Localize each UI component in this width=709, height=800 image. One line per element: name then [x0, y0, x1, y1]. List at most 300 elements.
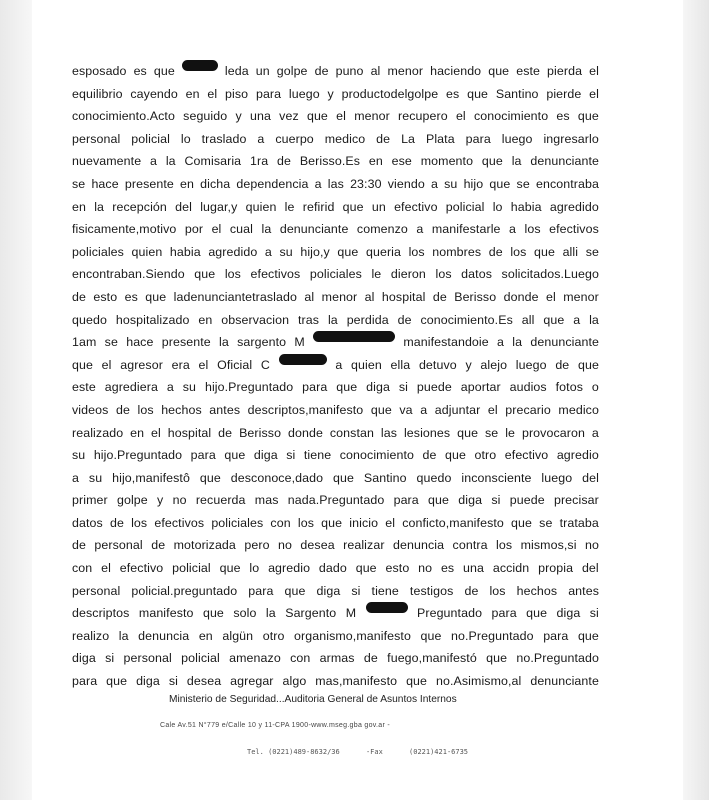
- word: no.Preguntado: [451, 628, 534, 643]
- word: de: [314, 64, 329, 78]
- word: manifesto: [138, 606, 194, 621]
- word: a: [509, 222, 517, 237]
- word: audios: [509, 380, 547, 395]
- word: C: [260, 357, 270, 372]
- word: el: [589, 86, 599, 101]
- word: es: [133, 64, 147, 78]
- text-line: [72, 376, 599, 399]
- word: pero: [244, 538, 270, 553]
- word: dependencia: [236, 176, 309, 191]
- word: cuerpo: [275, 131, 314, 146]
- word: y: [327, 86, 334, 101]
- word: por: [184, 222, 204, 237]
- word: para: [302, 380, 328, 395]
- word: Santino: [363, 470, 407, 485]
- word: encontraba: [535, 176, 599, 191]
- word: M: [294, 335, 305, 350]
- word: para: [465, 131, 491, 146]
- word: del: [581, 561, 599, 576]
- word: queria: [365, 244, 402, 259]
- word: all: [521, 312, 535, 327]
- word: de: [376, 131, 391, 146]
- word: Berisso: [239, 425, 282, 440]
- word: personal: [123, 651, 172, 666]
- word: tras: [298, 312, 320, 327]
- text-line: [72, 286, 599, 309]
- word: que: [284, 583, 306, 598]
- word: los: [131, 515, 148, 530]
- word: que: [106, 674, 128, 689]
- word: denuncia: [393, 538, 445, 553]
- word: su: [444, 176, 458, 191]
- word: si: [398, 380, 408, 395]
- text-line: [72, 128, 599, 151]
- footer-fax-label: -Fax: [365, 748, 383, 756]
- text-line: [72, 512, 599, 535]
- word: personal: [72, 131, 121, 146]
- document-page: [32, 0, 683, 800]
- word: se: [104, 335, 118, 350]
- word: un: [371, 199, 386, 214]
- word: si: [105, 651, 115, 666]
- word: el: [101, 357, 112, 372]
- word: presente: [161, 335, 211, 350]
- word: el: [198, 357, 209, 372]
- word: propia: [538, 561, 574, 576]
- word: mismos,si: [520, 538, 577, 553]
- word: de: [422, 448, 437, 463]
- word: en: [185, 86, 200, 101]
- word: menor: [354, 109, 390, 124]
- word: ladenunciantetraslado: [173, 289, 298, 304]
- word: en: [180, 176, 195, 191]
- word: Berisso: [454, 289, 497, 304]
- word: detuvo: [418, 357, 457, 372]
- word: hospital: [167, 425, 212, 440]
- word: luego: [515, 357, 547, 372]
- word: 23:30: [350, 176, 382, 191]
- text-line: [72, 602, 599, 625]
- word: es: [446, 86, 460, 101]
- word: le: [284, 199, 295, 214]
- word: denunciante: [530, 154, 599, 169]
- word: cual: [229, 222, 254, 237]
- word: cayendo: [130, 86, 178, 101]
- word: diga: [316, 583, 341, 598]
- word: agregar: [230, 674, 274, 689]
- word: hechos: [516, 583, 558, 598]
- word: Sargento: [285, 606, 337, 621]
- word: que: [153, 64, 175, 78]
- word: que: [145, 289, 167, 304]
- word: ella: [390, 357, 411, 372]
- word: su: [182, 380, 197, 395]
- word: esto: [93, 289, 118, 304]
- word: si: [286, 448, 296, 463]
- word: menor: [563, 289, 599, 304]
- word: a: [150, 154, 158, 169]
- word: a: [166, 380, 174, 395]
- word: los: [297, 515, 314, 530]
- footer-address: Cale Av.51 N°779 e/Calle 10 y 11-CPA 1900-www.mseg.gba gov.ar -: [160, 722, 390, 729]
- word: momento: [420, 154, 474, 169]
- word: que: [445, 448, 466, 463]
- page-margin-right: [683, 0, 709, 800]
- word: inicio: [349, 515, 379, 530]
- word: Santino: [495, 86, 539, 101]
- word: fuego,manifestó: [387, 651, 477, 666]
- word: manifestandoie: [403, 335, 489, 350]
- word: agredido: [208, 244, 258, 259]
- word: haciendo: [430, 64, 482, 78]
- word: es: [556, 109, 570, 124]
- word: y: [235, 109, 242, 124]
- word: las: [327, 176, 344, 191]
- word: medico: [558, 402, 599, 417]
- word: efectivos: [154, 515, 205, 530]
- word: a: [72, 470, 79, 485]
- footer-phone: Tel. (0221)489-8632/36: [247, 748, 340, 756]
- word: policiales: [72, 244, 124, 259]
- word: la: [589, 312, 599, 327]
- word: agredio: [556, 448, 599, 463]
- word: los: [137, 402, 154, 417]
- word: antes: [209, 402, 241, 417]
- word: policial: [181, 651, 220, 666]
- word: efectivos: [250, 267, 301, 282]
- word: Oficial: [217, 357, 253, 372]
- word: precisar: [553, 493, 599, 508]
- word: se: [516, 176, 530, 191]
- word: mas: [254, 493, 279, 508]
- word: o: [591, 380, 599, 395]
- text-line: [72, 444, 599, 467]
- word: con: [290, 651, 311, 666]
- word: se: [72, 176, 86, 191]
- word: luego: [501, 131, 533, 146]
- word: la: [512, 335, 523, 350]
- word: realizo: [72, 628, 110, 643]
- word: la: [511, 154, 522, 169]
- word: que: [486, 651, 508, 666]
- word: solicitados.Luego: [501, 267, 599, 282]
- word: denunciante: [530, 674, 599, 689]
- word: si: [491, 493, 501, 508]
- text-line: [72, 670, 599, 693]
- text-line: [72, 218, 599, 241]
- word: otro: [262, 628, 285, 643]
- word: no: [418, 561, 433, 576]
- word: datos: [72, 515, 103, 530]
- word: inconsciente: [461, 470, 532, 485]
- word: seguido: [183, 109, 228, 124]
- word: M: [345, 606, 357, 621]
- word: de: [115, 402, 130, 417]
- word: que: [481, 154, 503, 169]
- word: hijo,y: [300, 244, 330, 259]
- word: el: [589, 64, 599, 78]
- word: agredio: [268, 561, 311, 576]
- word: policiales: [309, 267, 362, 282]
- word: policiales: [211, 515, 264, 530]
- redaction-mark: [313, 331, 395, 342]
- word: menor: [321, 289, 358, 304]
- word: denuncia: [138, 628, 190, 643]
- word: el: [455, 109, 466, 124]
- word: dicha: [200, 176, 231, 191]
- word: videos: [72, 402, 109, 417]
- word: el: [487, 402, 498, 417]
- word: conocimiento.Es: [420, 312, 513, 327]
- word: diga: [556, 606, 581, 621]
- text-line: [72, 580, 599, 603]
- word: tiene: [303, 448, 332, 463]
- word: conocimiento.Acto: [72, 109, 175, 124]
- word: puede: [416, 380, 452, 395]
- word: policial: [131, 131, 170, 146]
- word: al: [370, 64, 381, 78]
- word: nombres: [432, 244, 482, 259]
- word: recepción: [112, 199, 167, 214]
- word: hace: [91, 176, 119, 191]
- word: fotos: [555, 380, 583, 395]
- word: que: [526, 606, 548, 621]
- word: en: [130, 425, 145, 440]
- text-line: [72, 173, 599, 196]
- word: que: [577, 357, 599, 372]
- word: piso: [225, 86, 249, 101]
- word: Berisso.Es: [299, 154, 361, 169]
- word: quedo: [416, 470, 452, 485]
- word: de: [277, 154, 291, 169]
- text-line: [72, 241, 599, 264]
- word: que: [337, 244, 359, 259]
- word: para: [393, 493, 419, 508]
- word: de: [488, 244, 503, 259]
- word: este: [516, 64, 541, 78]
- word: menor: [387, 64, 424, 78]
- word: el: [211, 222, 222, 237]
- redaction-mark: [366, 602, 408, 613]
- word: realizar: [343, 538, 385, 553]
- word: los: [524, 222, 541, 237]
- word: provocaron: [521, 425, 585, 440]
- word: hechos: [161, 402, 202, 417]
- word: las: [380, 425, 398, 440]
- word: leda: [224, 64, 249, 78]
- word: perdida: [346, 312, 389, 327]
- text-line: [72, 467, 599, 490]
- word: a: [416, 222, 424, 237]
- word: efectivos: [549, 222, 599, 237]
- word: los: [224, 267, 241, 282]
- word: para: [491, 606, 517, 621]
- word: que: [577, 628, 599, 643]
- text-line: [72, 489, 599, 512]
- word: viendo: [387, 176, 425, 191]
- word: 1ra: [249, 154, 269, 169]
- word: lo: [180, 131, 191, 146]
- word: de: [151, 538, 166, 553]
- word: que: [72, 357, 93, 372]
- word: lo: [249, 561, 260, 576]
- word: diga: [253, 448, 278, 463]
- word: que: [420, 628, 442, 643]
- word: contra: [452, 538, 488, 553]
- word: donde: [503, 289, 539, 304]
- word: hospitalizado: [115, 312, 190, 327]
- word: en: [198, 312, 213, 327]
- word: constan: [329, 425, 374, 440]
- word: que: [467, 86, 489, 101]
- word: de: [432, 289, 447, 304]
- word: equilibrio: [72, 86, 123, 101]
- word: habia: [169, 244, 201, 259]
- word: hijo: [463, 176, 484, 191]
- word: desea: [186, 674, 222, 689]
- word: para: [248, 583, 274, 598]
- word: de: [555, 357, 570, 372]
- word: a: [257, 131, 265, 146]
- text-line: [72, 557, 599, 580]
- word: descriptos: [72, 606, 130, 621]
- word: a: [314, 176, 322, 191]
- word: puede: [509, 493, 545, 508]
- word: si: [351, 583, 361, 598]
- word: la: [327, 312, 338, 327]
- word: agredido: [549, 199, 599, 214]
- word: que: [406, 674, 428, 689]
- word: realizado: [72, 425, 124, 440]
- word: agresor: [120, 357, 163, 372]
- word: Preguntado: [416, 606, 483, 621]
- word: hace: [126, 335, 154, 350]
- text-line: [72, 196, 599, 219]
- word: no: [278, 538, 292, 553]
- word: observacion: [221, 312, 290, 327]
- word: donde: [288, 425, 323, 440]
- word: los: [435, 267, 452, 282]
- word: hospital: [381, 289, 426, 304]
- footer-contact: [247, 748, 490, 756]
- word: diga: [458, 493, 483, 508]
- word: quien: [245, 199, 277, 214]
- word: el: [385, 515, 396, 530]
- word: dieron: [390, 267, 426, 282]
- word: que: [543, 312, 565, 327]
- word: primer: [72, 493, 108, 508]
- word: vez: [279, 109, 299, 124]
- word: traslado: [201, 131, 247, 146]
- word: que: [199, 470, 221, 485]
- word: al: [304, 289, 315, 304]
- word: diga: [72, 651, 96, 666]
- word: a: [420, 402, 428, 417]
- word: al: [364, 289, 375, 304]
- word: la: [94, 199, 105, 214]
- word: en: [198, 628, 213, 643]
- word: los: [510, 244, 527, 259]
- word: a: [591, 425, 599, 440]
- word: descriptos,manifesto: [247, 402, 364, 417]
- footer-title: Ministerio de Seguridad...Auditoria General de Asuntos Internos: [169, 694, 457, 705]
- word: su: [88, 470, 103, 485]
- word: manifestarle: [431, 222, 501, 237]
- text-line: [72, 150, 599, 173]
- word: policial: [445, 199, 485, 214]
- word: en: [72, 199, 86, 214]
- word: recupero: [398, 109, 448, 124]
- word: datos: [461, 267, 492, 282]
- word: con: [72, 561, 93, 576]
- word: que: [342, 199, 364, 214]
- word: que: [336, 380, 358, 395]
- word: nada.Preguntado: [287, 493, 385, 508]
- word: policial.preguntado: [131, 583, 238, 598]
- word: luego: [288, 86, 320, 101]
- text-line: [72, 647, 599, 670]
- word: golpe: [276, 64, 308, 78]
- word: motorizada: [173, 538, 236, 553]
- word: y: [157, 493, 164, 508]
- word: la: [118, 628, 129, 643]
- word: quien: [351, 357, 382, 372]
- word: amenazo: [229, 651, 281, 666]
- word: La: [401, 131, 416, 146]
- word: el: [150, 425, 161, 440]
- word: medico: [324, 131, 366, 146]
- word: que: [306, 109, 328, 124]
- redaction-mark: [279, 354, 327, 365]
- word: puno: [335, 64, 364, 78]
- word: la: [165, 154, 176, 169]
- word: no: [172, 493, 187, 508]
- word: le: [371, 267, 382, 282]
- word: algo: [282, 674, 307, 689]
- word: a: [264, 244, 272, 259]
- text-line: [72, 60, 599, 83]
- word: su: [279, 244, 293, 259]
- word: el: [207, 86, 218, 101]
- word: para: [72, 674, 98, 689]
- word: esposado: [72, 64, 127, 78]
- word: denunciante: [279, 222, 349, 237]
- text-line: [72, 263, 599, 286]
- word: que: [370, 402, 392, 417]
- word: le: [505, 425, 516, 440]
- word: policial: [172, 561, 211, 576]
- word: 1am: [72, 335, 97, 350]
- word: en: [368, 154, 383, 169]
- word: sargento: [237, 335, 287, 350]
- word: solo: [233, 606, 257, 621]
- word: a: [430, 176, 438, 191]
- word: organismo,manifesto: [294, 628, 411, 643]
- word: los: [408, 244, 425, 259]
- word: de: [218, 425, 233, 440]
- redaction-mark: [182, 60, 218, 71]
- word: este: [72, 380, 96, 395]
- page-margin-left: [0, 0, 32, 800]
- word: diga: [136, 674, 160, 689]
- word: alejo: [480, 357, 508, 372]
- word: y: [465, 357, 472, 372]
- word: comenzo: [356, 222, 408, 237]
- word: era: [171, 357, 190, 372]
- word: personal: [72, 583, 121, 598]
- word: pierde: [546, 86, 582, 101]
- word: si: [168, 674, 178, 689]
